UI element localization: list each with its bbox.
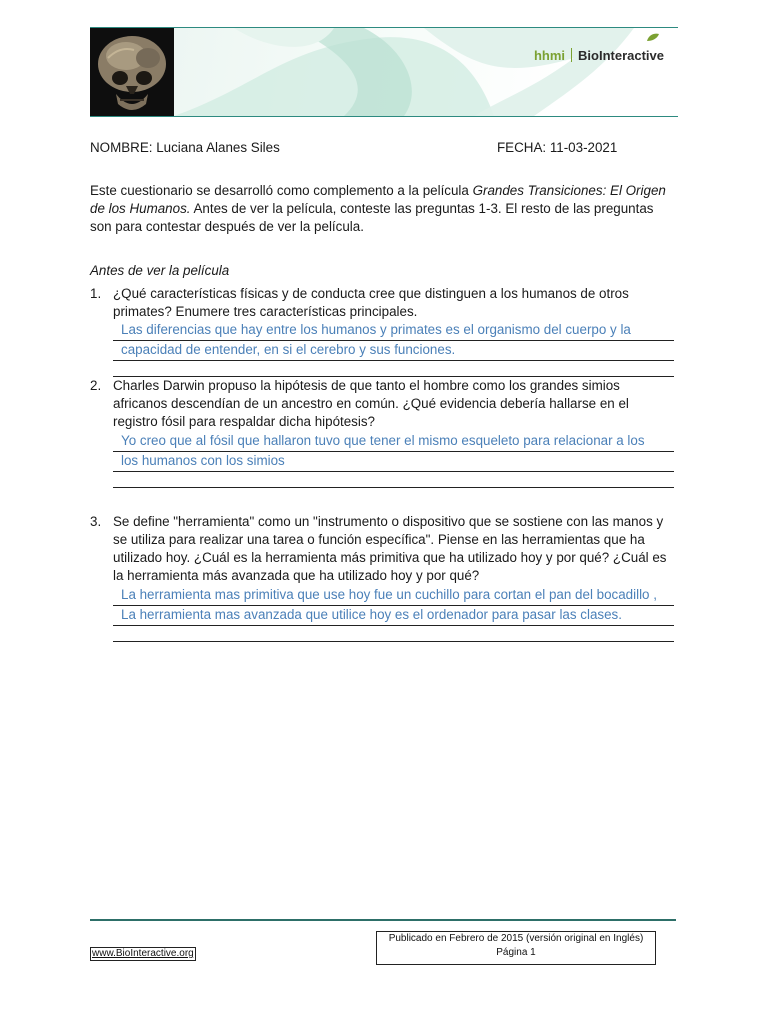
intro-text-2: Antes de ver la película, conteste las preguntas 1-3. El resto de las preguntas son para contestar después de ver la película. (90, 201, 654, 234)
logo-divider (571, 48, 572, 62)
film-title: Grandes Transiciones: El Origen de los Humanos. (90, 183, 666, 216)
logo-biointeractive: BioInteractive (578, 47, 664, 63)
answer-text: Las diferencias que hay entre los humanos y primates es el organismo del cuerpo y la (121, 322, 631, 337)
answer-line-2-2[interactable] (113, 451, 674, 472)
answer-line-3-1[interactable] (113, 585, 674, 606)
question-number: 3. (90, 514, 102, 529)
question-2 (90, 377, 674, 431)
section-title-text: Antes de ver la película (90, 263, 230, 278)
footer-divider (90, 919, 676, 921)
student-name: NOMBRE: Luciana Alanes Siles (90, 140, 280, 155)
publication-box (376, 931, 656, 965)
answer-text: Yo creo que al fósil que hallaron tuvo que tener el mismo esqueleto para relacionar a los (121, 433, 645, 448)
question-number: 2. (90, 378, 102, 393)
question-number: 1. (90, 286, 102, 301)
date-value: FECHA: 11-03-2021 (497, 140, 618, 155)
answer-text: capacidad de entender, en si el cerebro y sus funciones. (121, 342, 456, 357)
answer-line-1-1[interactable] (113, 320, 674, 341)
answer-line-3-3[interactable] (113, 641, 674, 642)
date-row (497, 139, 617, 157)
intro-text-1: Este cuestionario se desarrolló como complemento a la película (90, 183, 473, 198)
section-title (90, 262, 678, 280)
page-number: Página 1 (496, 947, 536, 958)
biointeractive-logo (534, 40, 664, 70)
website-link[interactable]: www.BioInteractive.org (92, 948, 194, 959)
answer-line-2-1[interactable] (113, 431, 674, 452)
intro-paragraph (90, 182, 678, 236)
answer-text: los humanos con los simios (121, 453, 285, 468)
logo-hhmi: hhmi (533, 47, 566, 63)
answer-text: La herramienta mas avanzada que utilice hoy es el ordenador para pasar las clases. (121, 607, 622, 622)
answer-text: La herramienta mas primitiva que use hoy fue un cuchillo para cortan el pan del bocadillo , (121, 587, 657, 602)
question-text: ¿Qué características físicas y de conducta cree que distinguen a los humanos de otros primates? Enumere tres características principales. (113, 286, 629, 319)
answer-line-1-2[interactable] (113, 340, 674, 361)
question-text: Se define "herramienta" como un "instrumento o dispositivo que se sostiene con las manos y se utiliza para realizar una tarea o función específica". Piense en las herramientas que ha utilizado hoy. ¿Cuál es la herramienta más primitiva que ha utilizado hoy y por qué? ¿Cuál es la herramienta más avanzada que ha utilizado hoy y por qué? (113, 514, 667, 583)
answer-line-2-3[interactable] (113, 487, 674, 488)
answer-line-3-2[interactable] (113, 605, 674, 626)
question-text: Charles Darwin propuso la hipótesis de que tanto el hombre como los grandes simios africanos descendían de un ancestro en común. ¿Qué evidencia debería hallarse en el registro fósil para respaldar dicha hipótesis? (113, 378, 629, 429)
skull-image (90, 28, 174, 116)
publication-note: Publicado en Febrero de 2015 (versión original en Inglés) (388, 933, 644, 944)
question-1 (90, 285, 674, 321)
header-banner (90, 27, 678, 117)
question-3 (90, 513, 674, 585)
